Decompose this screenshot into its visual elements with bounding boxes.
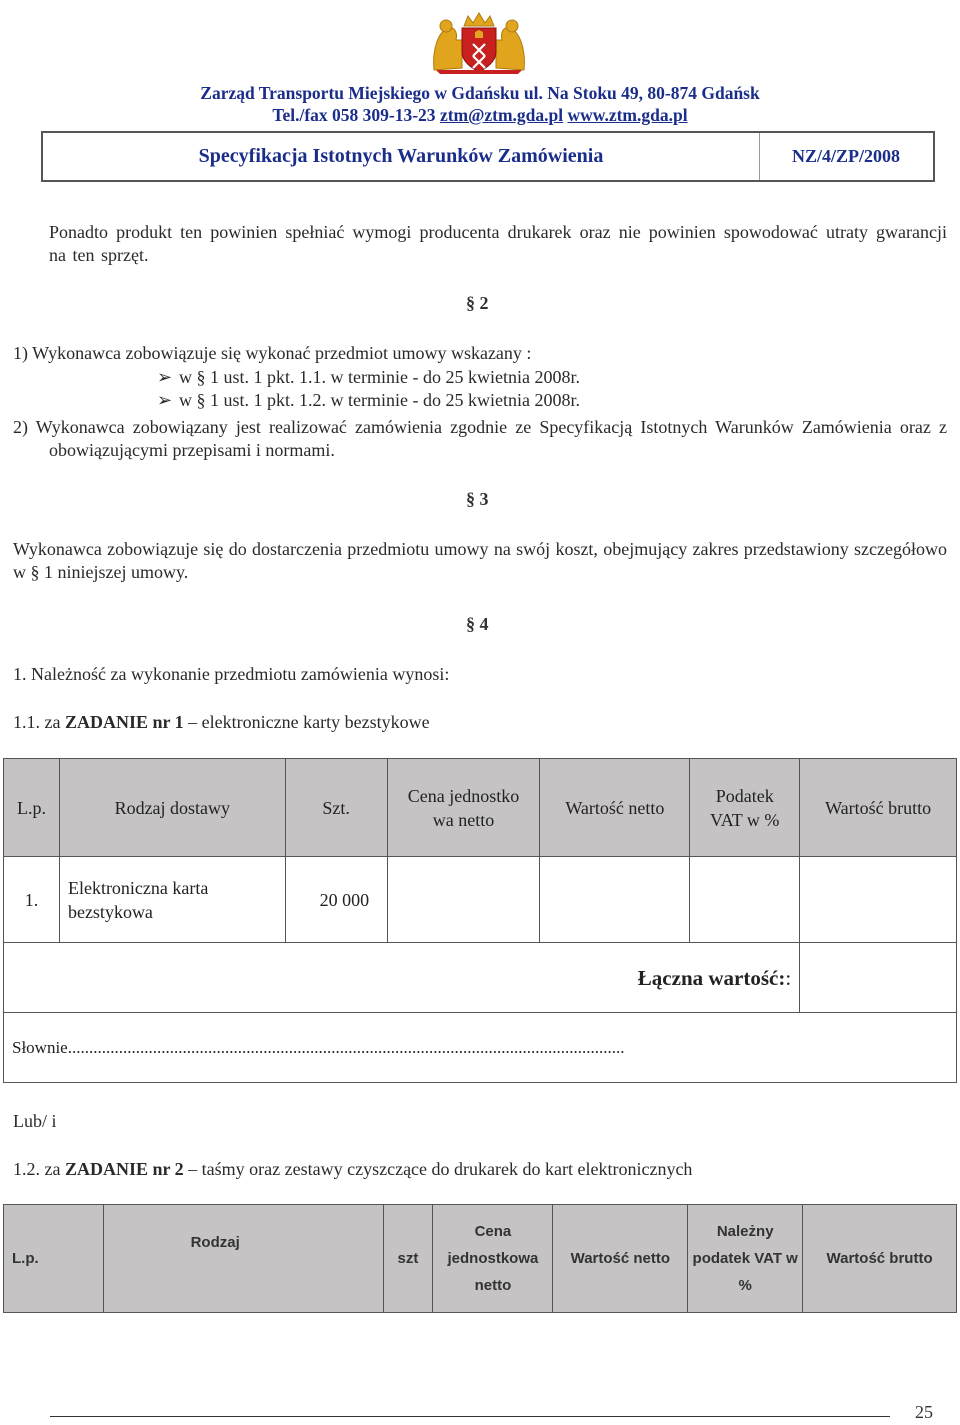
bullet-item: ➢ w § 1 ust. 1 pkt. 1.1. w terminie - do 25 kwietnia 2008r. [157, 367, 580, 387]
column-header: Wartość brutto [803, 1205, 957, 1313]
column-header: Cena jednostkowa netto [433, 1205, 553, 1313]
section-2-item-2: 2) Wykonawca zobowiązany jest realizować zamówienia zgodnie ze Specyfikacją Istotnych Warunków Zamówienia oraz z obowiązującymi przepisami i normami. [13, 417, 947, 460]
contact-line [0, 105, 960, 126]
footer-rule [50, 1416, 890, 1417]
total-value-cell [800, 943, 957, 1013]
table-header-row [4, 759, 957, 857]
cell-net-value [540, 857, 690, 943]
gdansk-coat-of-arms-logo [428, 10, 530, 74]
amount-in-words: Słownie................................................................................................................................... [4, 1013, 957, 1083]
section-4-heading: § 4 [466, 614, 489, 634]
intro-paragraph: Ponadto produkt ten powinien spełniać wymogi producenta drukarek oraz nie powinien spowodować utraty gwarancji na ten sprzęt. [49, 222, 947, 265]
column-header: Cena jednostko wa netto [387, 759, 540, 857]
phone-fax: Tel./fax 058 309-13-23 [272, 105, 436, 125]
column-header: Podatek VAT w % [690, 759, 800, 857]
column-header: Szt. [285, 759, 387, 857]
section-2-heading: § 2 [466, 293, 489, 313]
email-link[interactable]: ztm@ztm.gda.pl [439, 105, 564, 125]
task-2-title: 1.2. za ZADANIE nr 2 – taśmy oraz zestawy czyszczące do drukarek do kart elektronicznych [13, 1159, 693, 1179]
arrow-bullet-icon: ➢ [157, 390, 173, 410]
bullet-item: ➢ w § 1 ust. 1 pkt. 1.2. w terminie - do 25 kwietnia 2008r. [157, 390, 580, 410]
column-header: Wartość netto [553, 1205, 688, 1313]
cell-product: Elektroniczna karta bezstykowa [59, 857, 285, 943]
page-number: 25 [915, 1402, 933, 1422]
column-header: Wartość netto [540, 759, 690, 857]
task-1-title: 1.1. za ZADANIE nr 1 – elektroniczne karty bezstykowe [13, 712, 430, 732]
column-header: Należny podatek VAT w % [688, 1205, 803, 1313]
task-2-price-table [3, 1204, 957, 1313]
section-3-heading: § 3 [466, 489, 489, 509]
cell-vat [690, 857, 800, 943]
column-header: L.p. [4, 759, 60, 857]
document-title-box [41, 131, 935, 182]
document-title: Specyfikacja Istotnych Warunków Zamówienia [43, 133, 760, 180]
cell-gross-value [800, 857, 957, 943]
arrow-bullet-icon: ➢ [157, 367, 173, 387]
slownie-row [4, 1013, 957, 1083]
section-2-item-1: 1) Wykonawca zobowiązuje się wykonać przedmiot umowy wskazany : [13, 343, 532, 363]
column-header: Rodzaj dostawy [59, 759, 285, 857]
task-2-label: ZADANIE nr 2 [64, 1159, 184, 1179]
total-label: Łączna wartość:: [4, 943, 800, 1013]
section-3-paragraph: Wykonawca zobowiązuje się do dostarczenia przedmiotu umowy na swój koszt, obejmujący zakres przedstawiony szczegółowo w § 1 niniejszej umowy. [13, 539, 947, 582]
document-number: NZ/4/ZP/2008 [791, 146, 900, 166]
column-header: L.p. [4, 1205, 104, 1313]
section-4-item-1: 1. Należność za wykonanie przedmiotu zamówienia wynosi: [13, 664, 450, 684]
organization-address: Zarząd Transportu Miejskiego w Gdańsku ul. Na Stoku 49, 80-874 Gdańsk [200, 83, 760, 103]
cell-unit-price [387, 857, 540, 943]
column-header: Rodzaj [103, 1205, 383, 1313]
cell-quantity: 20 000 [285, 857, 387, 943]
table-header-row [4, 1205, 957, 1313]
task-1-label: ZADANIE nr 1 [64, 712, 184, 732]
cell-lp: 1. [4, 857, 60, 943]
task-1-price-table [3, 758, 957, 1083]
website-link[interactable]: www.ztm.gda.pl [567, 105, 688, 125]
lub-i-label: Lub/ i [13, 1111, 57, 1131]
total-row [4, 943, 957, 1013]
column-header: Wartość brutto [800, 759, 957, 857]
table-row [4, 857, 957, 943]
column-header: szt [383, 1205, 433, 1313]
